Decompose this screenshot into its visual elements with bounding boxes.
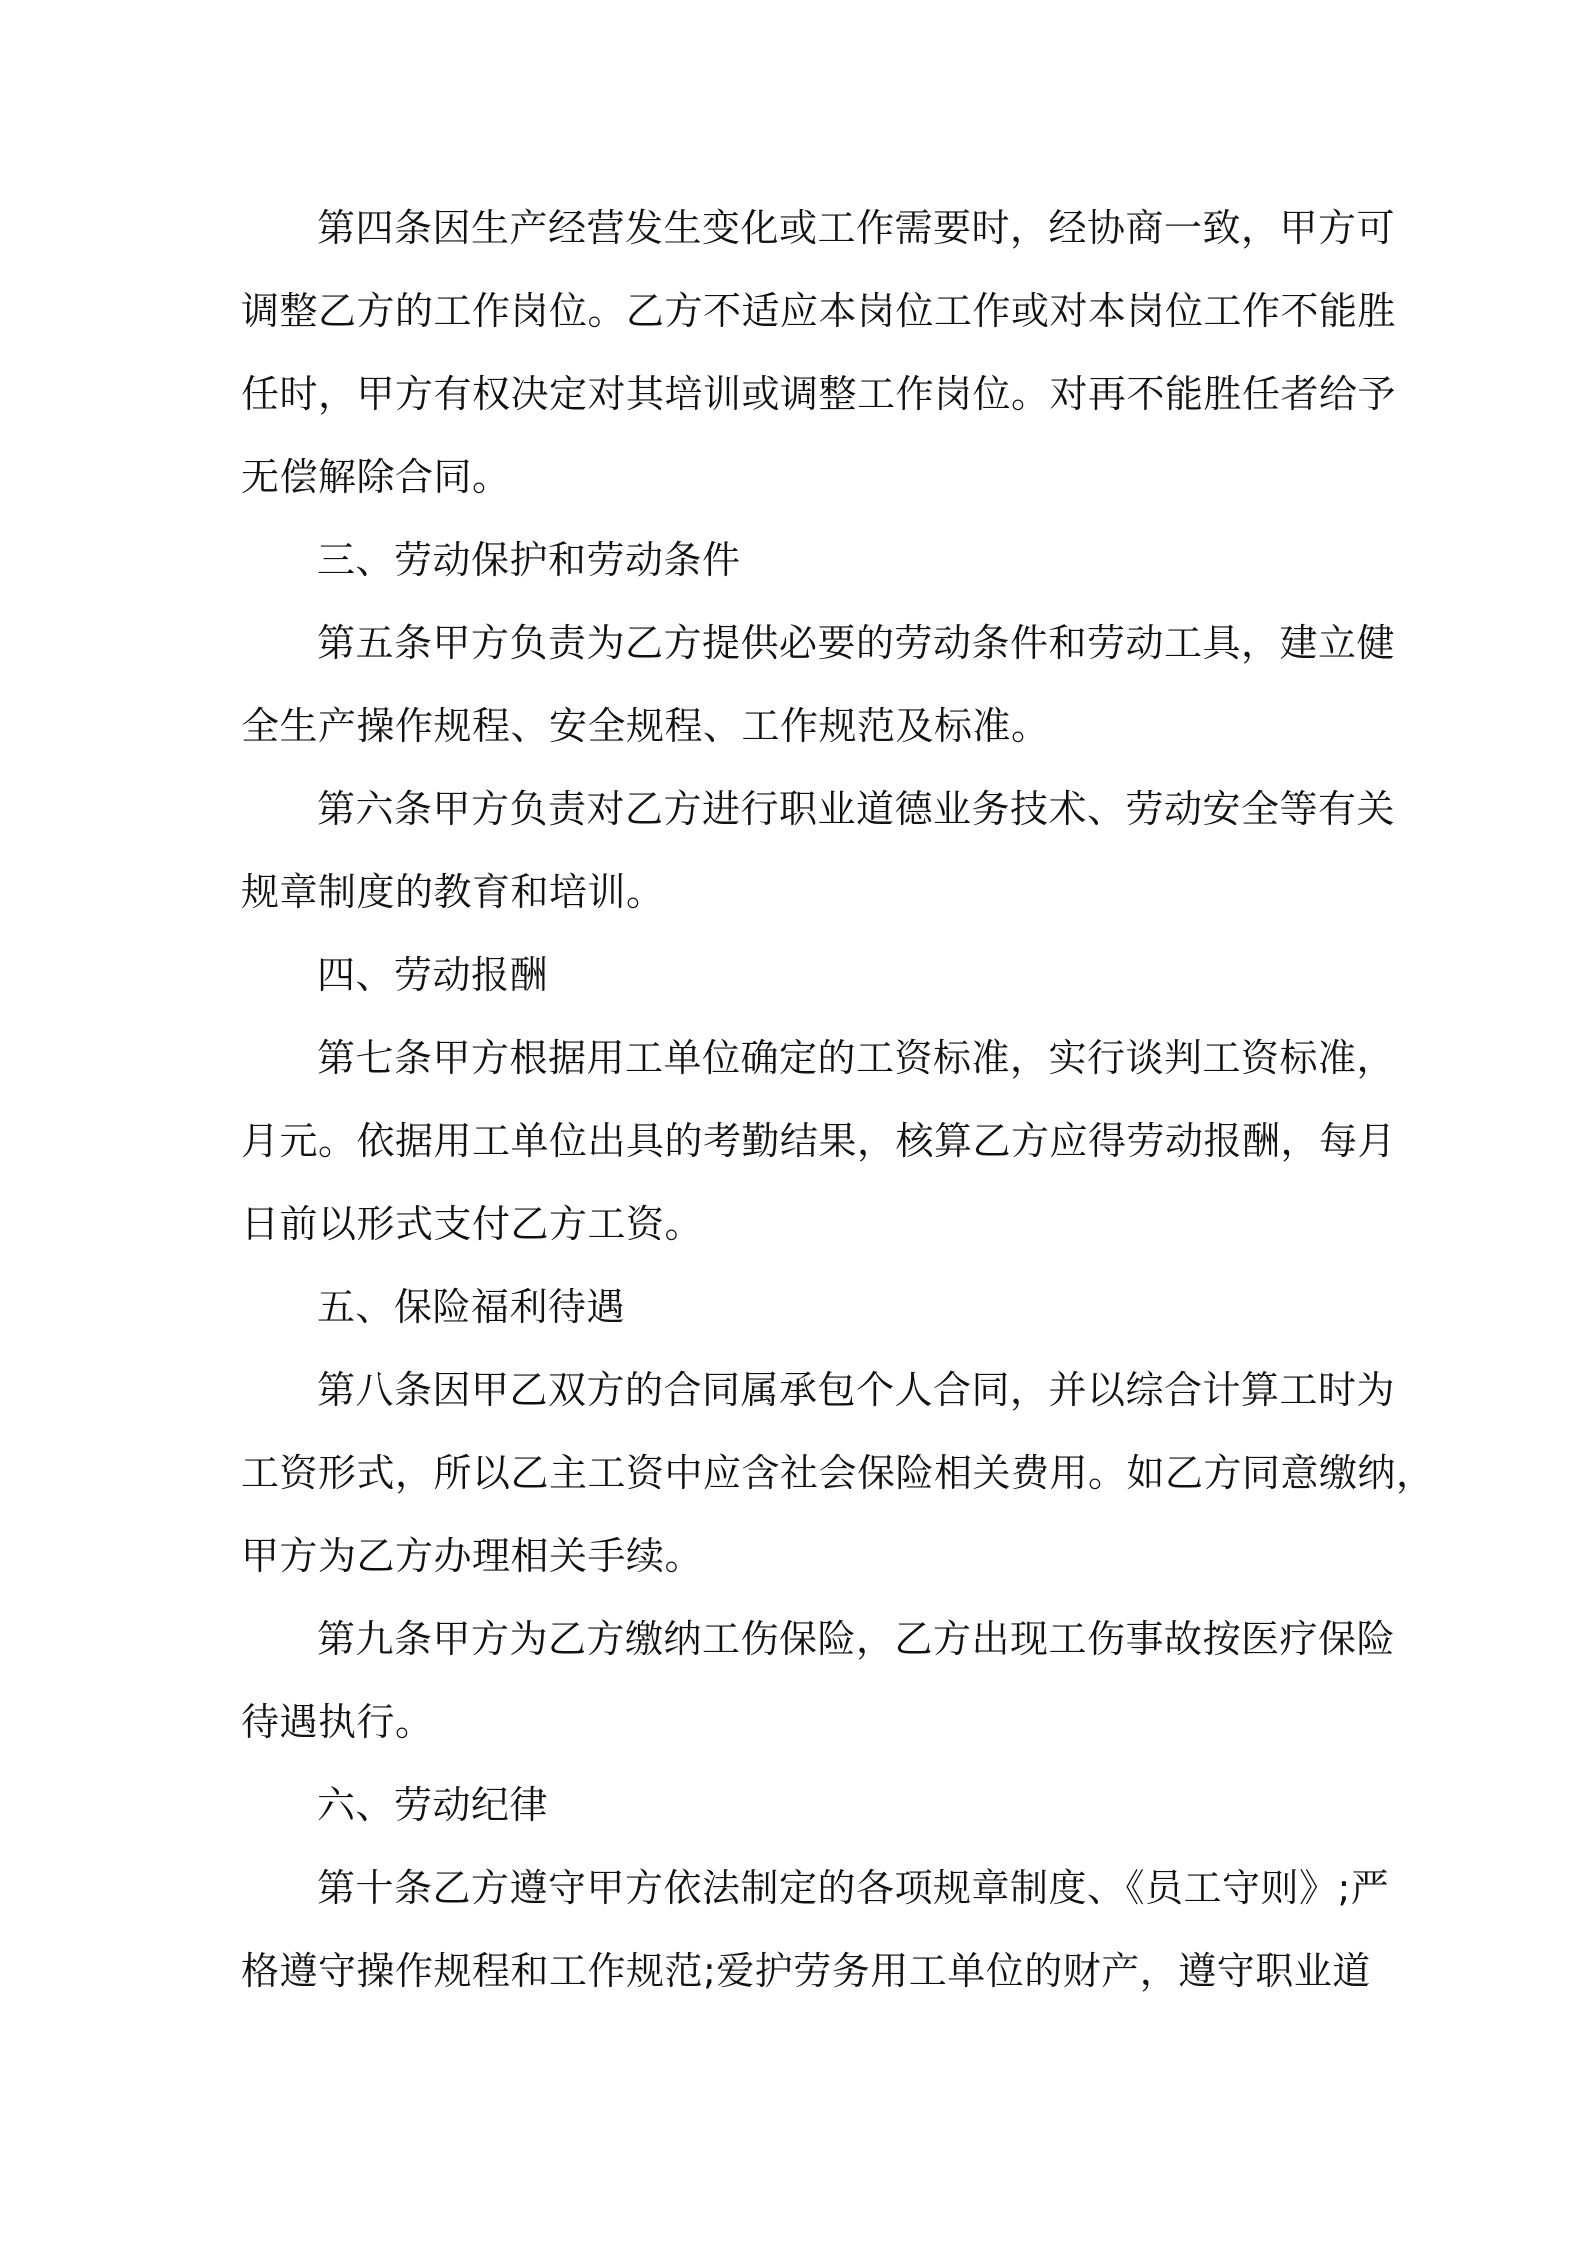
paragraph-line: 月元。依据用工单位出具的考勤结果，核算乙方应得劳动报酬，每月	[241, 1119, 1397, 1163]
section-heading: 三、劳动保护和劳动条件	[317, 538, 741, 582]
paragraph-line: 调整乙方的工作岗位。乙方不适应本岗位工作或对本岗位工作不能胜	[241, 289, 1397, 333]
paragraph-line: 第八条因甲乙双方的合同属承包个人合同，并以综合计算工时为	[317, 1368, 1396, 1412]
paragraph-line: 任时，甲方有权决定对其培训或调整工作岗位。对再不能胜任者给予	[241, 372, 1397, 416]
paragraph-line: 日前以形式支付乙方工资。	[241, 1202, 704, 1246]
paragraph-line: 规章制度的教育和培训。	[241, 870, 665, 914]
paragraph-line: 第七条甲方根据用工单位确定的工资标准，实行谈判工资标准，	[317, 1036, 1396, 1080]
document-body	[241, 187, 1435, 2013]
paragraph-line: 格遵守操作规程和工作规范;爱护劳务用工单位的财产，遵守职业道	[241, 1949, 1371, 1993]
paragraph-line: 第六条甲方负责对乙方进行职业道德业务技术、劳动安全等有关	[317, 787, 1396, 831]
paragraph-line: 第九条甲方为乙方缴纳工伤保险，乙方出现工伤事故按医疗保险	[317, 1617, 1396, 1661]
section-heading: 六、劳动纪律	[317, 1783, 549, 1827]
section-heading: 五、保险福利待遇	[317, 1285, 626, 1329]
paragraph-line: 无偿解除合同。	[241, 455, 511, 499]
paragraph-line: 第四条因生产经营发生变化或工作需要时，经协商一致，甲方可	[317, 206, 1396, 250]
paragraph-line: 第五条甲方负责为乙方提供必要的劳动条件和劳动工具，建立健	[317, 621, 1396, 665]
paragraph-line: 全生产操作规程、安全规程、工作规范及标准。	[241, 704, 1050, 748]
section-heading: 四、劳动报酬	[317, 953, 549, 997]
paragraph-line: 甲方为乙方办理相关手续。	[241, 1534, 704, 1578]
paragraph-line: 第十条乙方遵守甲方依法制定的各项规章制度、《员工守则》;严	[317, 1866, 1390, 1910]
paragraph-line: 待遇执行。	[241, 1700, 434, 1744]
paragraph-line: 工资形式，所以乙主工资中应含社会保险相关费用。如乙方同意缴纳，	[241, 1451, 1435, 1495]
